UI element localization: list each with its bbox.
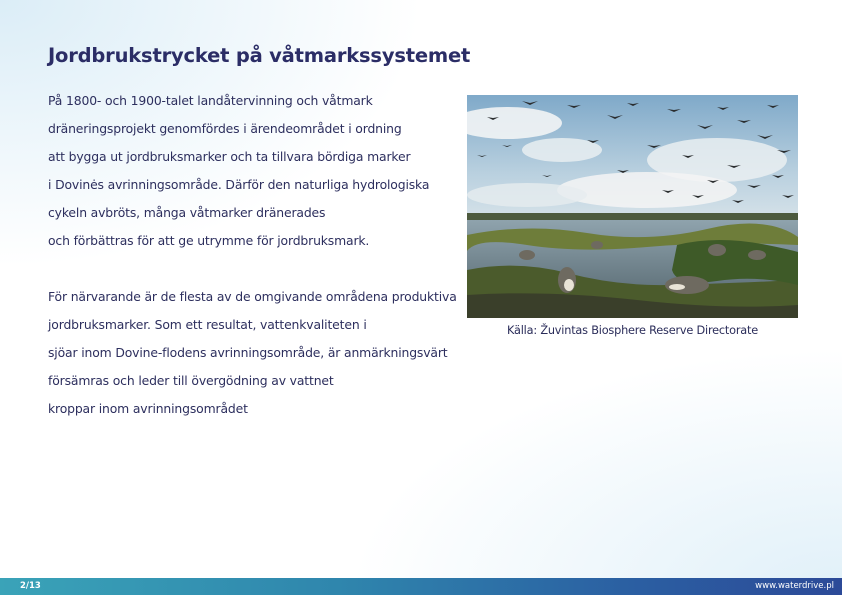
paragraph-2-line: försämras och leder till övergödning av vattnet bbox=[48, 373, 334, 388]
paragraph-1-line: och förbättras för att ge utrymme för jordbruksmark. bbox=[48, 233, 370, 248]
slide-title: Jordbrukstrycket på våtmarkssystemet bbox=[48, 44, 471, 67]
paragraph-1-line: i Dovinės avrinningsområde. Därför den naturliga hydrologiska bbox=[48, 177, 430, 192]
paragraph-1-line: cykeln avbröts, många våtmarker dränerades bbox=[48, 205, 326, 220]
page-number: 2/13 bbox=[20, 581, 41, 591]
wetland-geese-photo bbox=[467, 95, 798, 318]
paragraph-2-line: jordbruksmarker. Som ett resultat, vattenkvaliteten i bbox=[48, 317, 367, 332]
footer-bar bbox=[0, 578, 842, 595]
paragraph-2-line: sjöar inom Dovine-flodens avrinningsområde, är anmärkningsvärt bbox=[48, 345, 448, 360]
paragraph-2-line: kroppar inom avrinningsområdet bbox=[48, 401, 248, 416]
paragraph-1-line: dräneringsprojekt genomfördes i ärendeområdet i ordning bbox=[48, 121, 402, 136]
paragraph-1-line: att bygga ut jordbruksmarker och ta tillvara bördiga marker bbox=[48, 149, 411, 164]
paragraph-1-line: På 1800- och 1900-talet landåtervinning och våtmark bbox=[48, 93, 373, 108]
image-caption: Källa: Žuvintas Biosphere Reserve Directorate bbox=[506, 324, 759, 337]
body-text bbox=[48, 89, 468, 425]
website-link[interactable]: www.waterdrive.pl bbox=[755, 581, 834, 591]
paragraph-2-line: För närvarande är de flesta av de omgivande områdena produktiva bbox=[48, 289, 457, 304]
paragraph-spacer bbox=[48, 257, 468, 285]
